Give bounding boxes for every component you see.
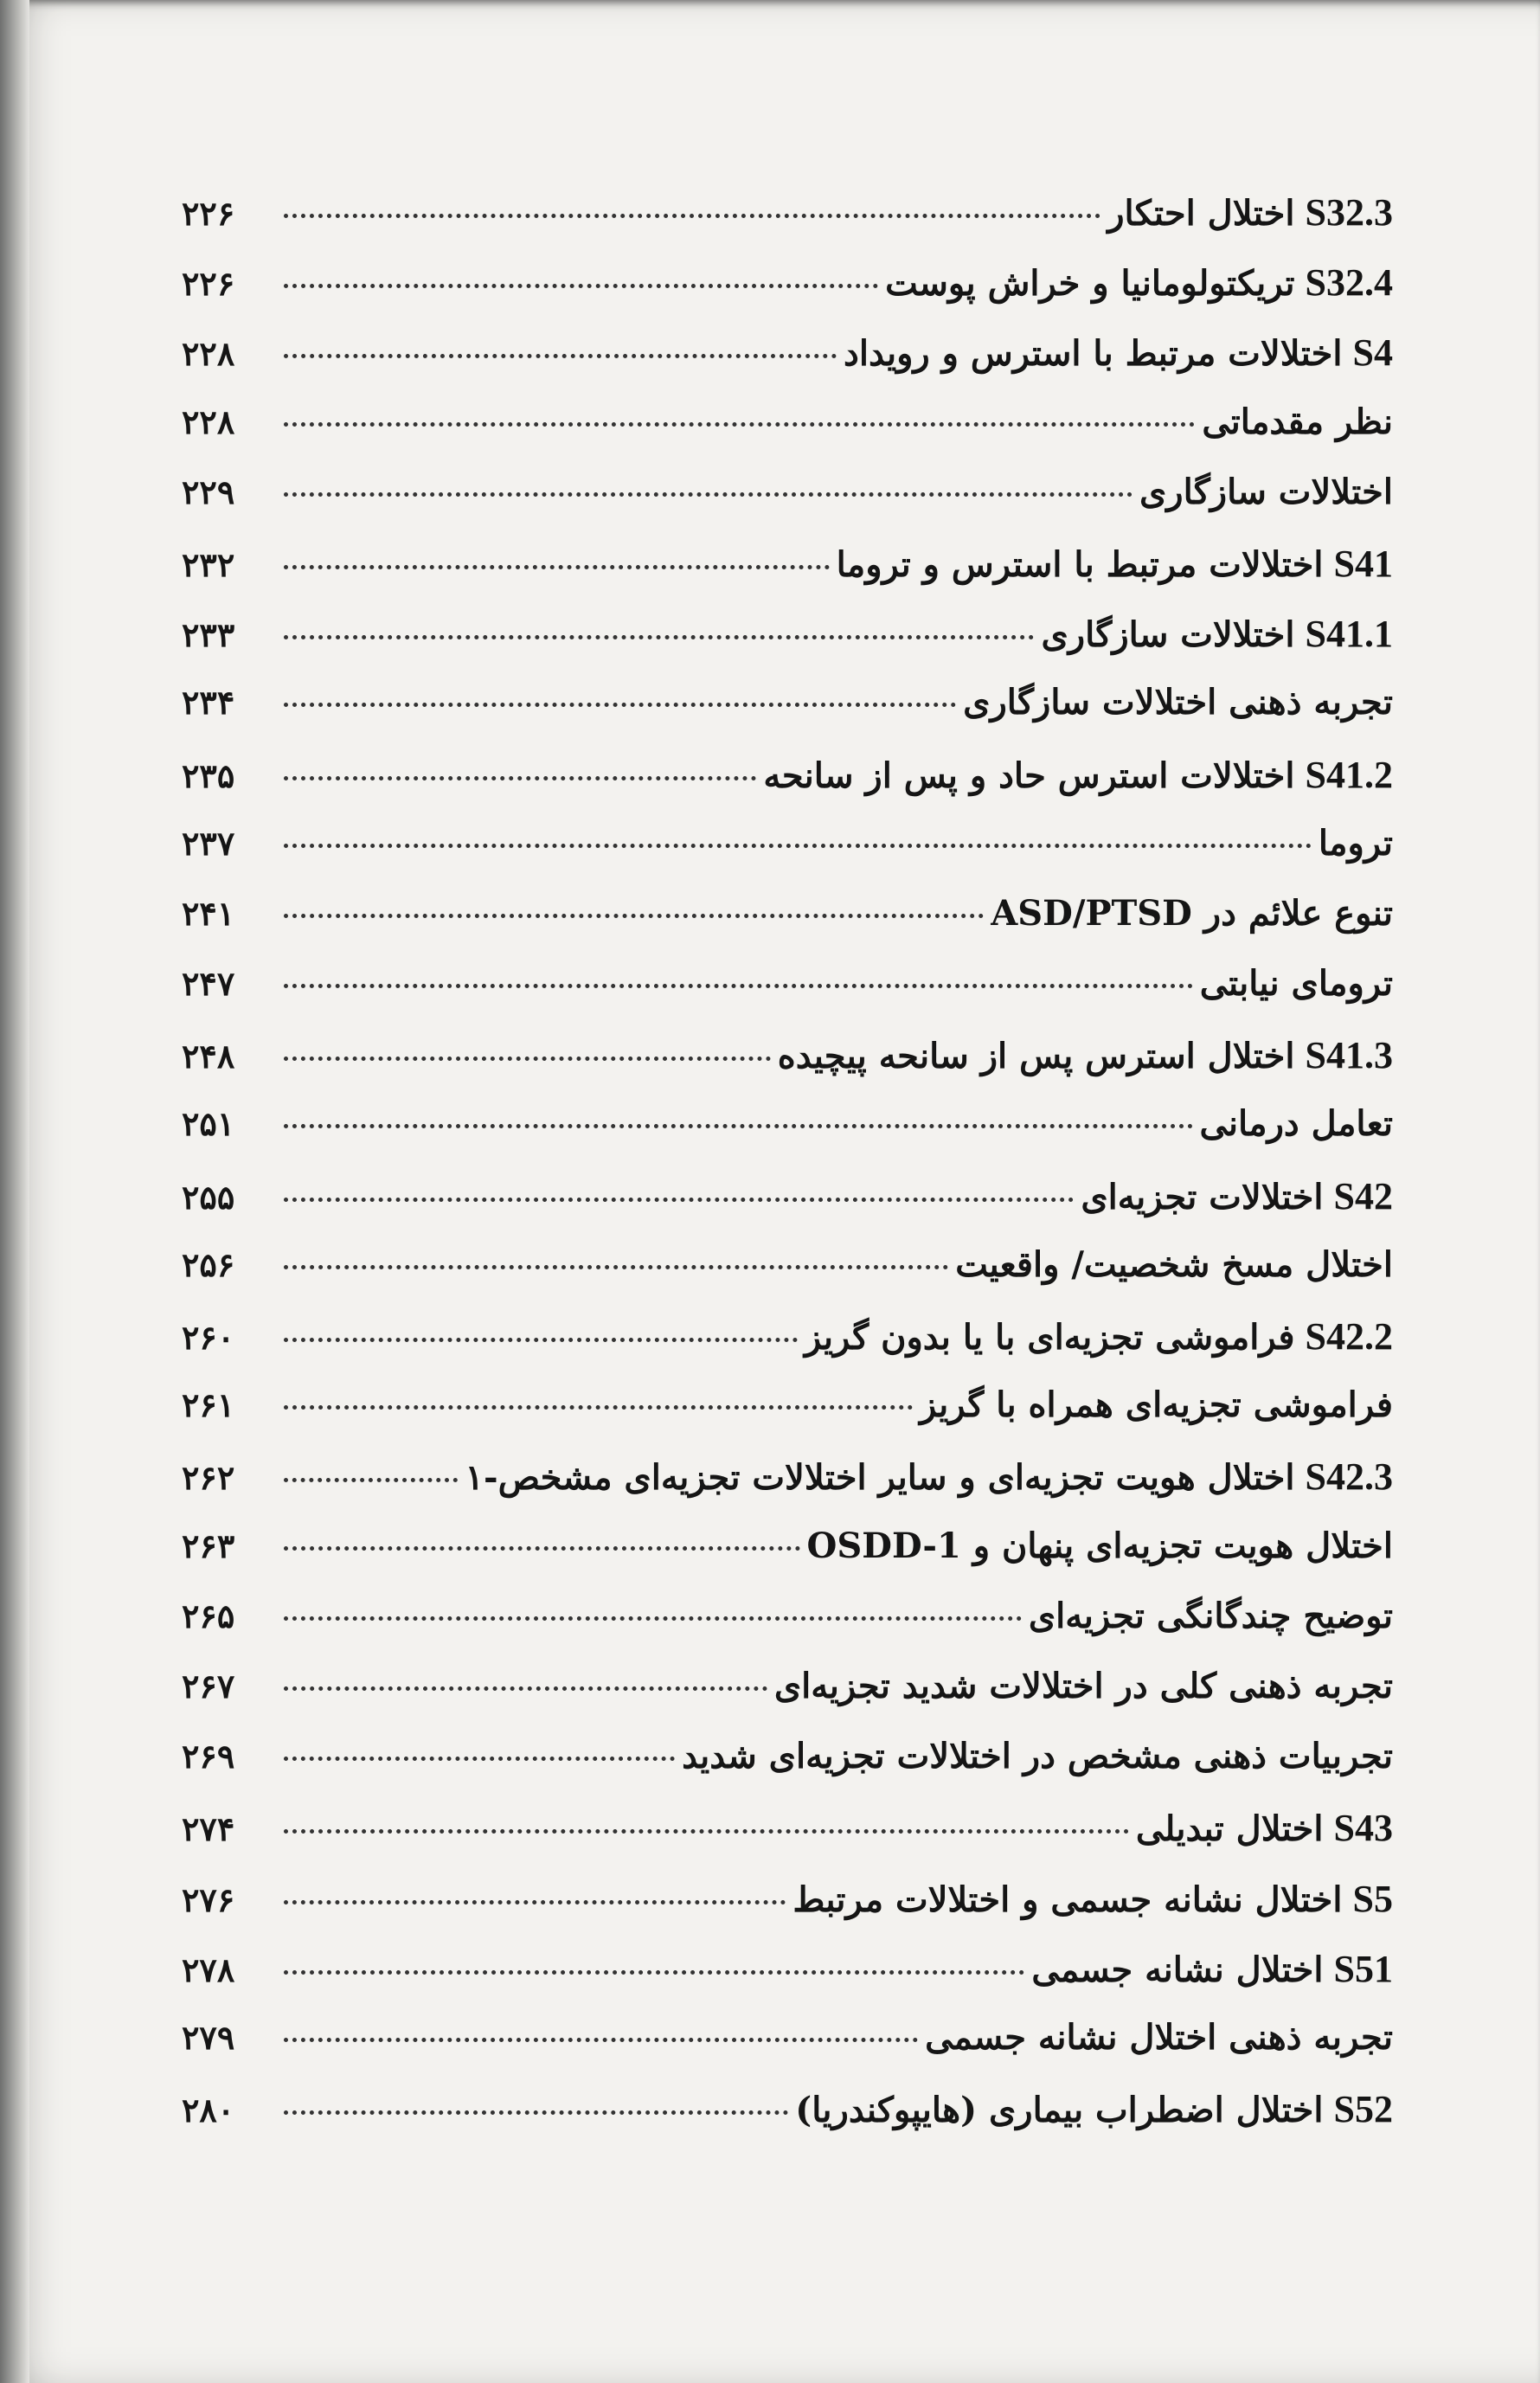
- toc-entry-code: S52: [1333, 2088, 1393, 2131]
- toc-entry-title: اختلال اضطراب بیماری (هایپوکندریا): [795, 2090, 1324, 2131]
- toc-entry-title: فراموشی تجزیه‌ای با یا بدون گریز: [804, 1317, 1295, 1358]
- dot-leader: [284, 1478, 458, 1482]
- toc-entry-title: اختلالات استرس حاد و پس از سانحه: [763, 755, 1295, 796]
- toc-entry-page-number: ۲۶۳: [182, 1526, 235, 1565]
- toc-entry: [182, 1103, 1393, 1173]
- toc-entry: [182, 401, 1393, 472]
- dot-leader: [284, 1546, 800, 1551]
- dot-leader: [284, 284, 878, 288]
- toc-entry: [182, 2017, 1393, 2087]
- toc-entry-page-number: ۲۵۱: [182, 1104, 235, 1144]
- toc-entry: [182, 190, 1393, 260]
- dot-leader: [284, 1757, 675, 1761]
- dot-leader: [284, 1616, 1022, 1621]
- toc-entry-title: اختلال استرس پس از سانحه پیچیده: [777, 1036, 1295, 1077]
- toc-entry-page-number: ۲۲۶: [182, 264, 235, 304]
- table-of-contents: [182, 190, 1393, 2157]
- toc-entry-code: S42.2: [1305, 1315, 1393, 1358]
- toc-entry-page-number: ۲۶۱: [182, 1385, 235, 1425]
- toc-entry-title: ترومای نیابتی: [1199, 963, 1393, 1005]
- toc-entry-title: تروما: [1318, 822, 1393, 864]
- toc-entry: [182, 542, 1393, 612]
- toc-entry-title: اختلالات تجزیه‌ای: [1081, 1176, 1324, 1217]
- dot-leader: [284, 914, 984, 918]
- dot-leader: [284, 1686, 767, 1691]
- dot-leader: [284, 1970, 1024, 1975]
- dot-leader: [284, 565, 830, 569]
- toc-entry-code: S41.2: [1305, 753, 1393, 796]
- toc-entry-page-number: ۲۶۲: [182, 1458, 235, 1498]
- toc-entry-title: اختلالات سازگاری: [1139, 471, 1393, 512]
- toc-entry-title: تجربه ذهنی اختلال نشانه جسمی: [925, 2016, 1393, 2058]
- dot-leader: [284, 1900, 786, 1904]
- toc-entry-title: توضیح چندگانگی تجزیه‌ای: [1028, 1595, 1393, 1636]
- dot-leader: [284, 776, 756, 780]
- toc-entry: [182, 1526, 1393, 1596]
- toc-entry: [182, 823, 1393, 893]
- toc-entry: [182, 1174, 1393, 1244]
- toc-entry-title: تجربه ذهنی اختلالات سازگاری: [963, 682, 1393, 723]
- toc-entry-code: S41.1: [1305, 613, 1393, 656]
- toc-entry: [182, 612, 1393, 682]
- toc-entry-title: اختلال مسخ شخصیت/ واقعیت: [955, 1243, 1393, 1285]
- toc-entry: [182, 331, 1393, 401]
- toc-entry-code: S4: [1352, 331, 1393, 375]
- toc-entry: [182, 1384, 1393, 1455]
- toc-entry-code: S51: [1333, 1947, 1393, 1990]
- dot-leader: [284, 1405, 913, 1410]
- dot-leader: [284, 984, 1193, 988]
- toc-entry: [182, 260, 1393, 331]
- toc-entry-title: تنوع علائم در ASD/PTSD: [991, 892, 1393, 934]
- toc-entry-page-number: ۲۶۵: [182, 1596, 235, 1635]
- toc-entry-title: تریکتولومانیا و خراش پوست: [885, 263, 1295, 305]
- toc-entry-page-number: ۲۳۳: [182, 615, 235, 655]
- dot-leader: [284, 1265, 948, 1269]
- toc-entry: [182, 1596, 1393, 1666]
- toc-entry: [182, 893, 1393, 963]
- toc-entry: [182, 963, 1393, 1033]
- toc-entry-page-number: ۲۲۶: [182, 194, 235, 233]
- toc-entry: [182, 1736, 1393, 1806]
- toc-entry: [182, 753, 1393, 823]
- dot-leader: [284, 635, 1034, 639]
- dot-leader: [284, 354, 837, 358]
- toc-entry-title: تجربه ذهنی کلی در اختلالات شدید تجزیه‌ای: [773, 1665, 1393, 1706]
- book-spine-shadow: [0, 0, 29, 2383]
- toc-entry: [182, 1033, 1393, 1103]
- toc-entry: [182, 1947, 1393, 2017]
- toc-entry-title: اختلال نشانه جسمی: [1031, 1949, 1324, 1990]
- dot-leader: [284, 1338, 798, 1342]
- toc-entry-code: S32.4: [1305, 261, 1393, 305]
- toc-entry-title: اختلالات مرتبط با استرس و تروما: [836, 543, 1324, 585]
- toc-entry-page-number: ۲۵۵: [182, 1177, 235, 1217]
- toc-entry-code: S42: [1333, 1174, 1393, 1217]
- toc-entry-title: اختلال هویت تجزیه‌ای و سایر اختلالات تجزیه‌ای مشخص-۱: [465, 1457, 1295, 1499]
- toc-entry-page-number: ۲۴۱: [182, 893, 235, 933]
- dot-leader: [284, 2038, 918, 2042]
- dot-leader: [284, 2110, 788, 2115]
- dot-leader: [284, 422, 1195, 427]
- toc-entry-page-number: ۲۷۴: [182, 1809, 235, 1849]
- dot-leader: [284, 1124, 1193, 1128]
- toc-entry-page-number: ۲۷۸: [182, 1949, 235, 1989]
- toc-entry-title: اختلال نشانه جسمی و اختلالات مرتبط: [792, 1879, 1343, 1920]
- toc-entry: [182, 682, 1393, 752]
- toc-entry-code: S41.3: [1305, 1034, 1393, 1077]
- toc-entry-page-number: ۲۳۴: [182, 683, 235, 723]
- dot-leader: [284, 214, 1100, 218]
- toc-entry-page-number: ۲۸۰: [182, 2091, 235, 2130]
- toc-entry: [182, 1806, 1393, 1876]
- toc-entry-page-number: ۲۲۹: [182, 472, 235, 511]
- toc-entry-title: اختلال احتکار: [1107, 193, 1295, 234]
- toc-entry-page-number: ۲۶۹: [182, 1737, 235, 1776]
- toc-entry-page-number: ۲۲۸: [182, 401, 235, 441]
- toc-entry-page-number: ۲۷۶: [182, 1879, 235, 1919]
- dot-leader: [284, 844, 1312, 848]
- dot-leader: [284, 492, 1133, 497]
- toc-entry-page-number: ۲۷۹: [182, 2017, 235, 2057]
- toc-entry-page-number: ۲۶۷: [182, 1666, 235, 1705]
- toc-entry: [182, 1244, 1393, 1314]
- toc-entry: [182, 472, 1393, 542]
- toc-entry: [182, 2087, 1393, 2157]
- toc-entry-code: S42.3: [1305, 1455, 1393, 1499]
- dot-leader: [284, 703, 956, 707]
- toc-entry-title: تعامل درمانی: [1199, 1103, 1393, 1145]
- dot-leader: [284, 1829, 1129, 1834]
- toc-entry: [182, 1314, 1393, 1384]
- toc-entry-code: S43: [1333, 1807, 1393, 1850]
- toc-entry-title: تجربیات ذهنی مشخص در اختلالات تجزیه‌ای شدید: [682, 1736, 1393, 1777]
- toc-entry-page-number: ۲۵۶: [182, 1244, 235, 1284]
- toc-entry-page-number: ۲۳۵: [182, 755, 235, 795]
- toc-entry-code: S41: [1333, 542, 1393, 585]
- toc-entry-code: S5: [1352, 1877, 1393, 1920]
- toc-entry-page-number: ۲۶۰: [182, 1318, 235, 1357]
- dot-leader: [284, 1057, 771, 1061]
- toc-entry: [182, 1877, 1393, 1947]
- toc-entry: [182, 1666, 1393, 1736]
- toc-entry-title: اختلال هویت تجزیه‌ای پنهان و OSDD-1: [806, 1525, 1393, 1566]
- toc-entry-code: S32.3: [1305, 191, 1393, 234]
- toc-entry-page-number: ۲۲۸: [182, 334, 235, 374]
- toc-entry-title: نظر مقدماتی: [1202, 401, 1393, 442]
- dot-leader: [284, 1198, 1074, 1202]
- toc-entry-title: اختلالات مرتبط با استرس و رویداد: [844, 333, 1343, 375]
- toc-entry-page-number: ۲۴۷: [182, 964, 235, 1004]
- toc-entry-title: فراموشی تجزیه‌ای همراه با گریز: [920, 1384, 1393, 1426]
- toc-entry-title: اختلالات سازگاری: [1041, 614, 1295, 656]
- toc-entry: [182, 1455, 1393, 1525]
- toc-entry-title: اختلال تبدیلی: [1135, 1808, 1324, 1850]
- toc-entry-page-number: ۲۳۲: [182, 544, 235, 584]
- toc-entry-page-number: ۲۴۸: [182, 1037, 235, 1076]
- toc-entry-page-number: ۲۳۷: [182, 823, 235, 863]
